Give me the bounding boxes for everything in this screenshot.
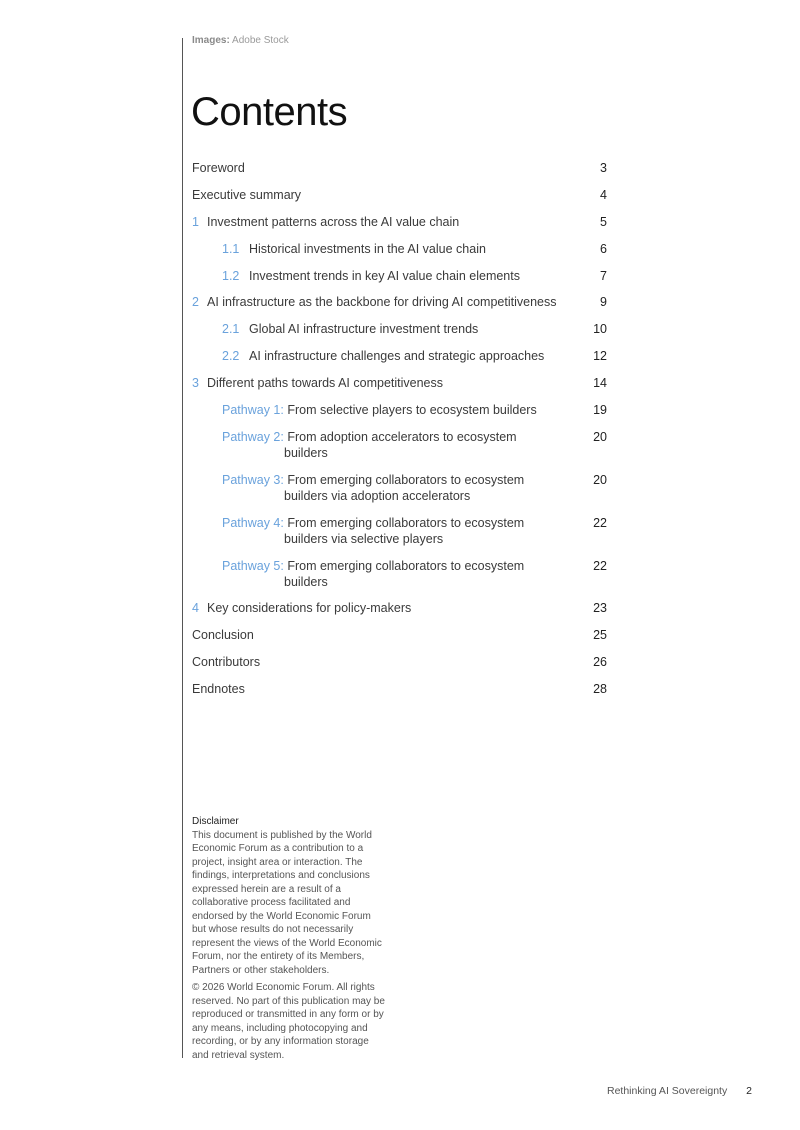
toc-page-number: 3 bbox=[600, 161, 607, 175]
page-footer bbox=[607, 1085, 752, 1097]
toc-page-number: 23 bbox=[593, 601, 607, 616]
toc-entry-title: From emerging collaborators to ecosystem builders bbox=[284, 558, 525, 589]
toc-page-number: 20 bbox=[593, 472, 607, 487]
toc-page-number: 12 bbox=[593, 349, 607, 364]
credits-value: Adobe Stock bbox=[232, 35, 289, 46]
toc-entry[interactable] bbox=[192, 241, 610, 257]
toc-entry-title: Historical investments in the AI value chain bbox=[249, 241, 486, 256]
toc-entry-number: 3 bbox=[192, 376, 199, 391]
toc-entry[interactable] bbox=[192, 515, 610, 547]
toc-page-number: 22 bbox=[593, 558, 607, 573]
toc-entry[interactable] bbox=[192, 429, 610, 461]
toc-entry[interactable] bbox=[192, 654, 610, 670]
toc-entry[interactable] bbox=[192, 268, 610, 284]
toc-entry[interactable] bbox=[192, 600, 610, 616]
toc-entry-title: Different paths towards AI competitiveness bbox=[207, 376, 443, 391]
toc-entry-title: From selective players to ecosystem builders bbox=[287, 403, 537, 418]
toc-entry[interactable] bbox=[192, 627, 610, 643]
toc-pathway-label: Pathway 4: bbox=[222, 515, 284, 530]
toc-page-number: 20 bbox=[593, 429, 607, 444]
toc-pathway-label: Pathway 5: bbox=[222, 558, 284, 573]
toc-entry-number: 4 bbox=[192, 601, 199, 616]
toc-page-number: 26 bbox=[593, 655, 607, 670]
toc-page-number: 25 bbox=[593, 628, 607, 643]
toc-entry[interactable] bbox=[192, 294, 610, 310]
toc-entry[interactable] bbox=[192, 375, 610, 391]
disclaimer-body: This document is published by the World Economic Forum as a contribution to a project, insight area or interaction. The findings, interpretations and conclusions expressed herein are a result of a collaborative process facilitated and endorsed by the World Economic Forum but whose results do not necessarily represent the views of the World Economic Forum, nor the entirety of its Members, Partners or other stakeholders. bbox=[192, 829, 382, 976]
toc-page-number: 5 bbox=[600, 214, 607, 229]
toc-entry[interactable] bbox=[192, 681, 610, 697]
toc-page-number: 4 bbox=[600, 187, 607, 202]
toc-entry-title: Endnotes bbox=[192, 682, 245, 697]
toc-page-number: 19 bbox=[593, 403, 607, 418]
toc-entry-title: Global AI infrastructure investment trends bbox=[249, 322, 479, 337]
page-title: Contents bbox=[191, 90, 348, 134]
toc-entry-title: Conclusion bbox=[192, 628, 254, 643]
toc-pathway-label: Pathway 2: bbox=[222, 429, 284, 444]
toc-entry-number: 1 bbox=[192, 214, 199, 229]
toc-entry[interactable] bbox=[192, 160, 610, 176]
toc-entry-title: AI infrastructure challenges and strategic approaches bbox=[249, 349, 545, 364]
toc-entry-title: AI infrastructure as the backbone for driving AI competitiveness bbox=[207, 295, 557, 310]
disclaimer-title: Disclaimer bbox=[192, 816, 239, 827]
toc-entry-title: Foreword bbox=[192, 161, 245, 175]
disclaimer bbox=[192, 815, 387, 1062]
toc-pathway-label: Pathway 3: bbox=[222, 472, 284, 487]
toc-page-number: 14 bbox=[593, 376, 607, 391]
toc-entry-title: From emerging collaborators to ecosystem builders via selective players bbox=[284, 515, 525, 546]
toc-entry-title: Investment trends in key AI value chain elements bbox=[249, 268, 520, 283]
toc-entry-number: 2.2 bbox=[222, 349, 240, 364]
toc-page-number: 28 bbox=[593, 682, 607, 697]
toc-entry-number: 1.1 bbox=[222, 241, 240, 256]
toc-entry-number: 2.1 bbox=[222, 322, 240, 337]
toc-entry-title: Executive summary bbox=[192, 187, 302, 202]
toc-entry[interactable] bbox=[192, 558, 610, 590]
toc-entry-title: Contributors bbox=[192, 655, 261, 670]
copyright-notice: © 2026 World Economic Forum. All rights reserved. No part of this publication may be reproduced or transmitted in any form or by any means, including photocopying and recording, or by any information storage and retrieval system. bbox=[192, 982, 385, 1061]
toc-entry[interactable] bbox=[192, 187, 610, 203]
toc-entry-number: 1.2 bbox=[222, 268, 240, 283]
toc-entry[interactable] bbox=[192, 402, 610, 418]
footer-page-number: 2 bbox=[746, 1085, 752, 1097]
toc-entry-title: Investment patterns across the AI value chain bbox=[207, 214, 460, 229]
toc-entry[interactable] bbox=[192, 472, 610, 504]
toc-page-number: 7 bbox=[600, 268, 607, 283]
toc-entry-title: From adoption accelerators to ecosystem builders bbox=[284, 429, 517, 460]
margin-rule bbox=[182, 38, 183, 1058]
toc-page-number: 6 bbox=[600, 241, 607, 256]
toc-entry-title: Key considerations for policy-makers bbox=[207, 601, 412, 616]
toc-entry[interactable] bbox=[192, 214, 610, 230]
credits-label: Images: bbox=[192, 35, 230, 46]
toc-entry-title: From emerging collaborators to ecosystem builders via adoption accelerators bbox=[284, 472, 525, 503]
table-of-contents bbox=[192, 155, 610, 697]
toc-page-number: 10 bbox=[593, 322, 607, 337]
toc-page-number: 22 bbox=[593, 515, 607, 530]
toc-page-number: 9 bbox=[600, 295, 607, 310]
image-credits bbox=[192, 35, 289, 46]
toc-entry-number: 2 bbox=[192, 295, 199, 310]
footer-report-title: Rethinking AI Sovereignty bbox=[606, 1085, 728, 1097]
toc-entry[interactable] bbox=[192, 348, 610, 364]
toc-entry[interactable] bbox=[192, 321, 610, 337]
toc-pathway-label: Pathway 1: bbox=[222, 403, 284, 418]
